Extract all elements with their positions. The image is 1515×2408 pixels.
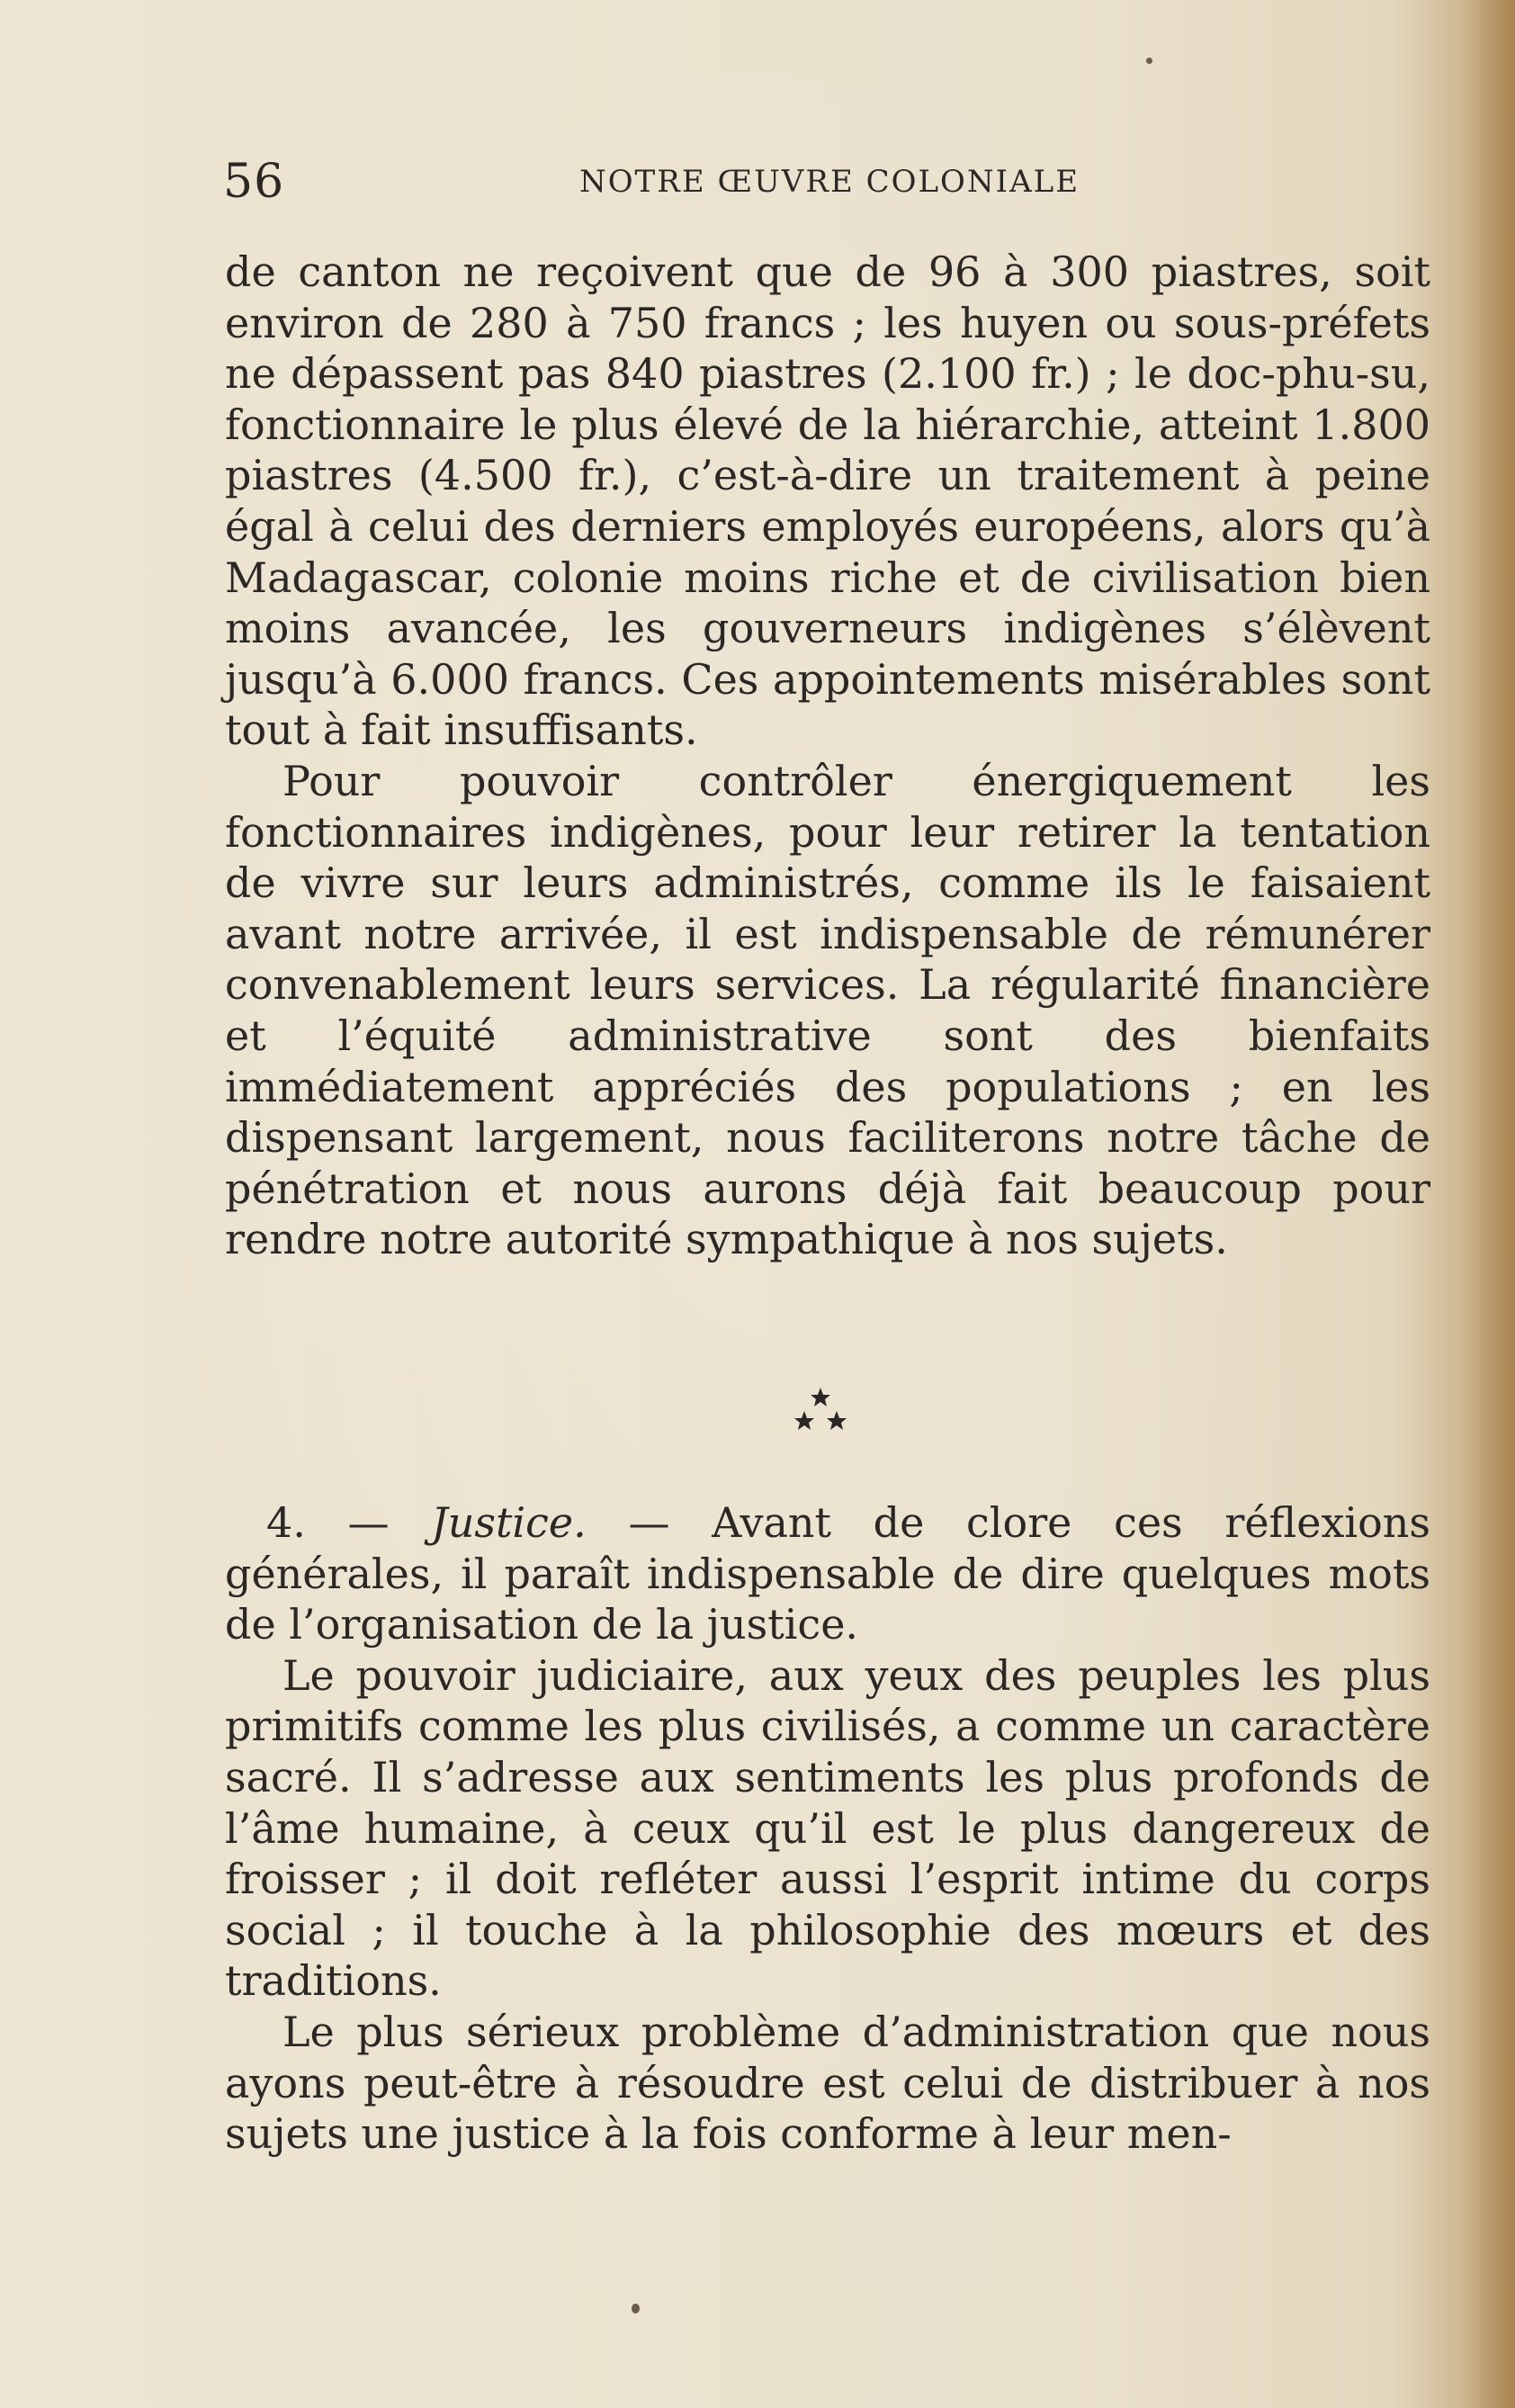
body-text-top bbox=[225, 247, 1430, 1265]
running-title: NOTRE ŒUVRE COLONIALE bbox=[578, 164, 1080, 200]
section-intro: Avant de clore ces réflexions générales, il paraît indispensable de dire quelques mots de l’organisation de la justice. bbox=[225, 1498, 1431, 1649]
page-header bbox=[223, 155, 1436, 209]
paper-speck bbox=[1146, 58, 1152, 64]
paragraph: Pour pouvoir contrôler énergiquement les fonctionnaires indigènes, pour leur retirer la tentation de vivre sur leurs administrés, comme ils le faisaient avant notre arrivée, il est indispensable de rémunérer convenablement leurs services. La régularité financière et l’équité administrative sont des bienfaits immédiatement appréciés des populations ; en les dispensant largement, nous faciliterons notre tâche de pénétration et nous aurons déjà fait beaucoup pour rendre notre autorité sympathique à nos sujets. bbox=[225, 756, 1430, 1264]
section-heading-paragraph bbox=[225, 1497, 1430, 1650]
page-edge-shadow bbox=[1461, 0, 1515, 2408]
page-number: 56 bbox=[223, 155, 285, 209]
paragraph: de canton ne reçoivent que de 96 à 300 piastres, soit environ de 280 à 750 francs ; les huyen ou sous-préfets ne dépassent pas 840 piastres (2.100 fr.) ; le doc-phu-su, fonctionnaire le plus élevé de la hiérarchie, atteint 1.800 piastres (4.500 fr.), c’est-à-dire un traitement à peine égal à celui des derniers employés européens, alors qu’à Madagascar, colonie moins riche et de civilisation bien moins avancée, les gouverneurs indigènes s’élèvent jusqu’à 6.000 francs. Ces appointements misérables sont tout à fait insuffisants. bbox=[225, 247, 1430, 755]
paragraph: Le plus sérieux problème d’administration que nous ayons peut-être à résoudre est celui de distribuer à nos sujets une justice à la fois conforme à leur men- bbox=[225, 2007, 1430, 2159]
section-number: 4. bbox=[266, 1498, 306, 1547]
paper-speck bbox=[632, 2304, 640, 2314]
body-text-bottom bbox=[225, 1497, 1430, 2160]
section-dash: — bbox=[628, 1498, 670, 1547]
section-title: Justice. bbox=[431, 1498, 587, 1547]
section-dash: — bbox=[347, 1498, 390, 1547]
paragraph: Le pouvoir judiciaire, aux yeux des peuples les plus primitifs comme les plus civilisés, a comme un caractère sacré. Il s’adresse aux sentiments les plus profonds de l’âme humaine, à ceux qu’il est le plus dangereux de froisser ; il doit refléter aussi l’esprit intime du corps social ; il touche à la philosophie des mœurs et des traditions. bbox=[225, 1650, 1430, 2006]
asterism-icon bbox=[738, 1384, 864, 1447]
